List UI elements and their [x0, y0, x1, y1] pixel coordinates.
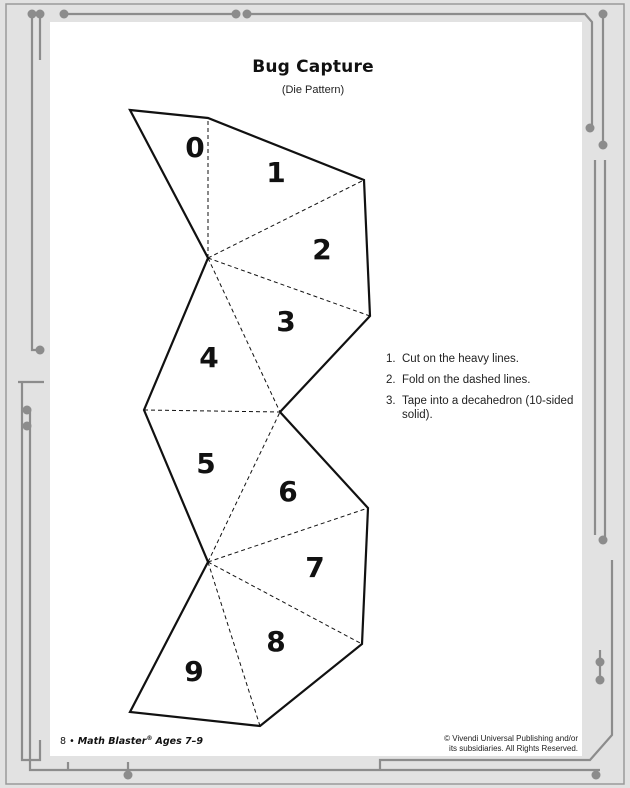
copyright-notice	[444, 734, 578, 754]
face-number-7: 7	[305, 551, 325, 584]
footer-page-info	[60, 735, 203, 747]
instruction-number: 1.	[386, 353, 396, 365]
copyright-line-2: its subsidiaries. All Rights Reserved.	[449, 744, 578, 753]
product-name-text: Math Blaster	[77, 736, 147, 748]
copyright-line-1: © Vivendi Universal Publishing and/or	[444, 734, 578, 743]
face-number-0: 0	[185, 131, 205, 164]
page-subtitle: (Die Pattern)	[281, 84, 345, 96]
instruction-item	[386, 373, 586, 387]
face-number-6: 6	[278, 475, 298, 508]
cut-outline	[130, 110, 370, 726]
age-range: Ages 7–9	[155, 736, 203, 748]
page-number: 8	[60, 736, 67, 748]
face-number-9: 9	[184, 655, 204, 688]
trademark: ®	[146, 735, 153, 742]
face-number-4: 4	[199, 341, 219, 374]
bullet: •	[69, 736, 75, 748]
face-number-3: 3	[276, 305, 296, 338]
face-number-8: 8	[266, 625, 286, 658]
face-number-1: 1	[266, 156, 286, 189]
instruction-text: Tape into a decahedron (10-sided solid).	[402, 395, 574, 421]
instruction-text: Fold on the dashed lines.	[402, 374, 531, 386]
instruction-text: Cut on the heavy lines.	[402, 353, 519, 365]
page-title: Bug Capture	[252, 57, 374, 77]
face-number-5: 5	[196, 447, 216, 480]
instruction-item	[386, 352, 586, 366]
face-number-2: 2	[312, 233, 332, 266]
instruction-number: 2.	[386, 374, 396, 386]
instruction-number: 3.	[386, 395, 396, 407]
instructions-list	[386, 352, 586, 429]
instruction-item	[386, 394, 586, 422]
product-name	[78, 736, 153, 747]
